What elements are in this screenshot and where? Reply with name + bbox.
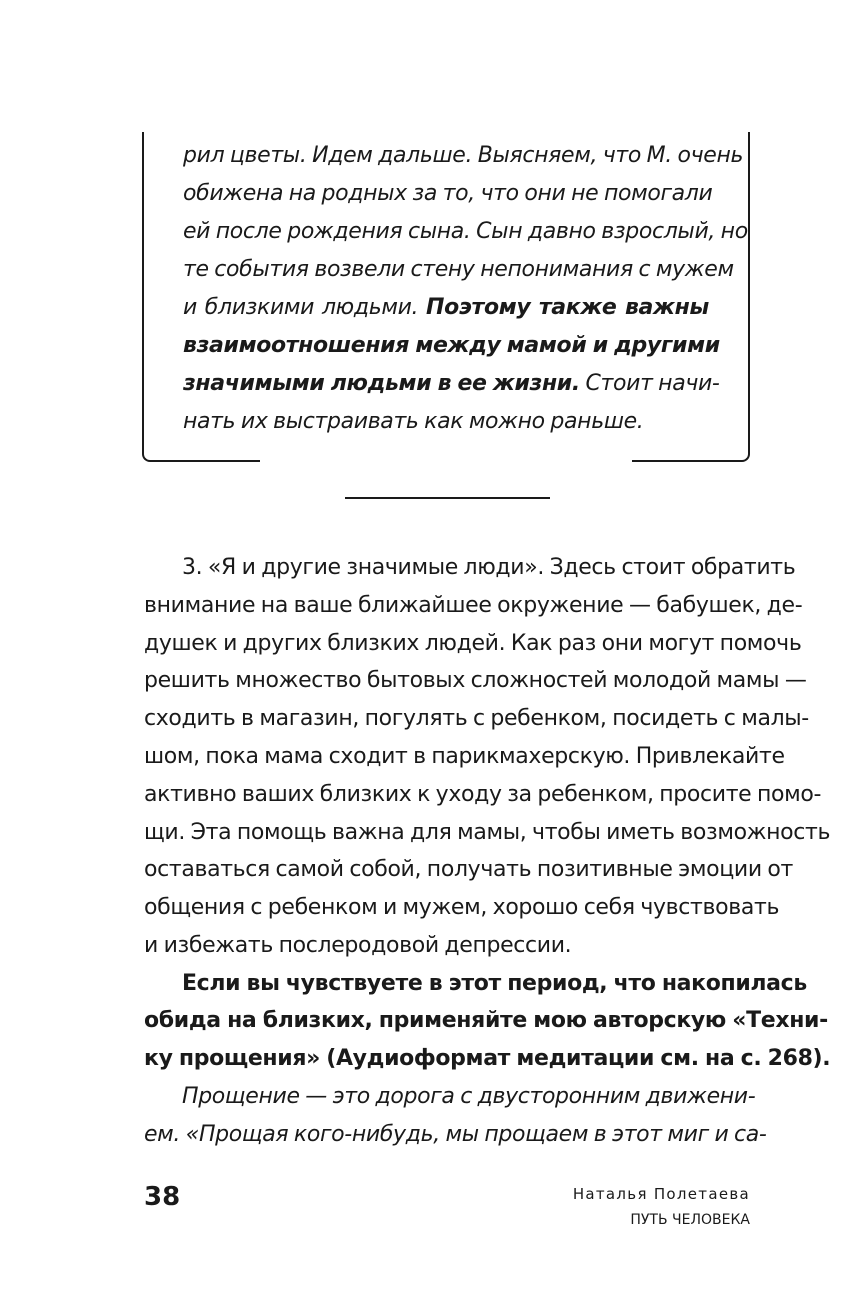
box-line: ей после рождения сына. Сын давно взрослый, но: [183, 219, 748, 244]
section-separator: [345, 497, 550, 499]
paragraph-line-bold: ку прощения» (Аудиоформат медитации см. на с. 268).: [144, 1046, 831, 1071]
box-line-mixed: [183, 369, 720, 399]
paragraph-line: внимание на ваше ближайшее окружение — бабушек, де-: [144, 593, 803, 618]
box-line-bold: взаимоотношения между мамой и другими: [183, 333, 720, 358]
box-line: нать их выстраивать как можно раньше.: [183, 409, 644, 434]
box-text-bold: значимыми людьми в ее жизни.: [183, 371, 580, 396]
box-text-italic: Стоит начи-: [585, 371, 720, 396]
paragraph-line-italic: ем. «Прощая кого-нибудь, мы прощаем в этот миг и са-: [144, 1122, 767, 1147]
paragraph-line: решить множество бытовых сложностей молодой мамы —: [144, 668, 807, 693]
quote-box-left-border: [142, 132, 154, 462]
box-line-mixed: [183, 293, 709, 323]
box-line: обижена на родных за то, что они не помогали: [183, 181, 713, 206]
author-name: Наталья Полетаева: [572, 1185, 750, 1203]
quote-box-right-border: [738, 132, 750, 462]
paragraph-line: оставаться самой собой, получать позитивные эмоции от: [144, 857, 793, 882]
box-text-italic: и близкими людьми.: [183, 295, 419, 320]
paragraph-line-italic: Прощение — это дорога с двусторонним движени-: [182, 1084, 756, 1109]
paragraph-line: активно ваших близких к уходу за ребенком, просите помо-: [144, 782, 822, 807]
paragraph-line: общения с ребенком и мужем, хорошо себя чувствовать: [144, 895, 780, 920]
paragraph-line: 3. «Я и другие значимые люди». Здесь стоит обратить: [182, 555, 796, 580]
paragraph-line: щи. Эта помощь важна для мамы, чтобы иметь возможность: [144, 820, 831, 845]
paragraph-line: душек и других близких людей. Как раз они могут помочь: [144, 631, 802, 656]
quote-box-bottom-right-border: [632, 460, 738, 462]
paragraph-line: сходить в магазин, погулять с ребенком, посидеть с малы-: [144, 706, 809, 731]
paragraph-line-bold: обида на близких, применяйте мою авторскую «Техни-: [144, 1008, 828, 1033]
paragraph-line: шом, пока мама сходит в парикмахерскую. Привлекайте: [144, 744, 785, 769]
quote-box-bottom-left-border: [154, 460, 260, 462]
paragraph-line-bold: Если вы чувствуете в этот период, что накопилась: [182, 971, 807, 996]
box-text-bold: Поэтому также важны: [426, 295, 709, 320]
paragraph-line: и избежать послеродовой депрессии.: [144, 933, 572, 958]
box-line: рил цветы. Идем дальше. Выясняем, что М. очень: [183, 143, 744, 168]
page-number: 38: [144, 1182, 181, 1212]
book-title: ПУТЬ ЧЕЛОВЕКА: [630, 1212, 750, 1228]
box-line: те события возвели стену непонимания с мужем: [183, 257, 734, 282]
